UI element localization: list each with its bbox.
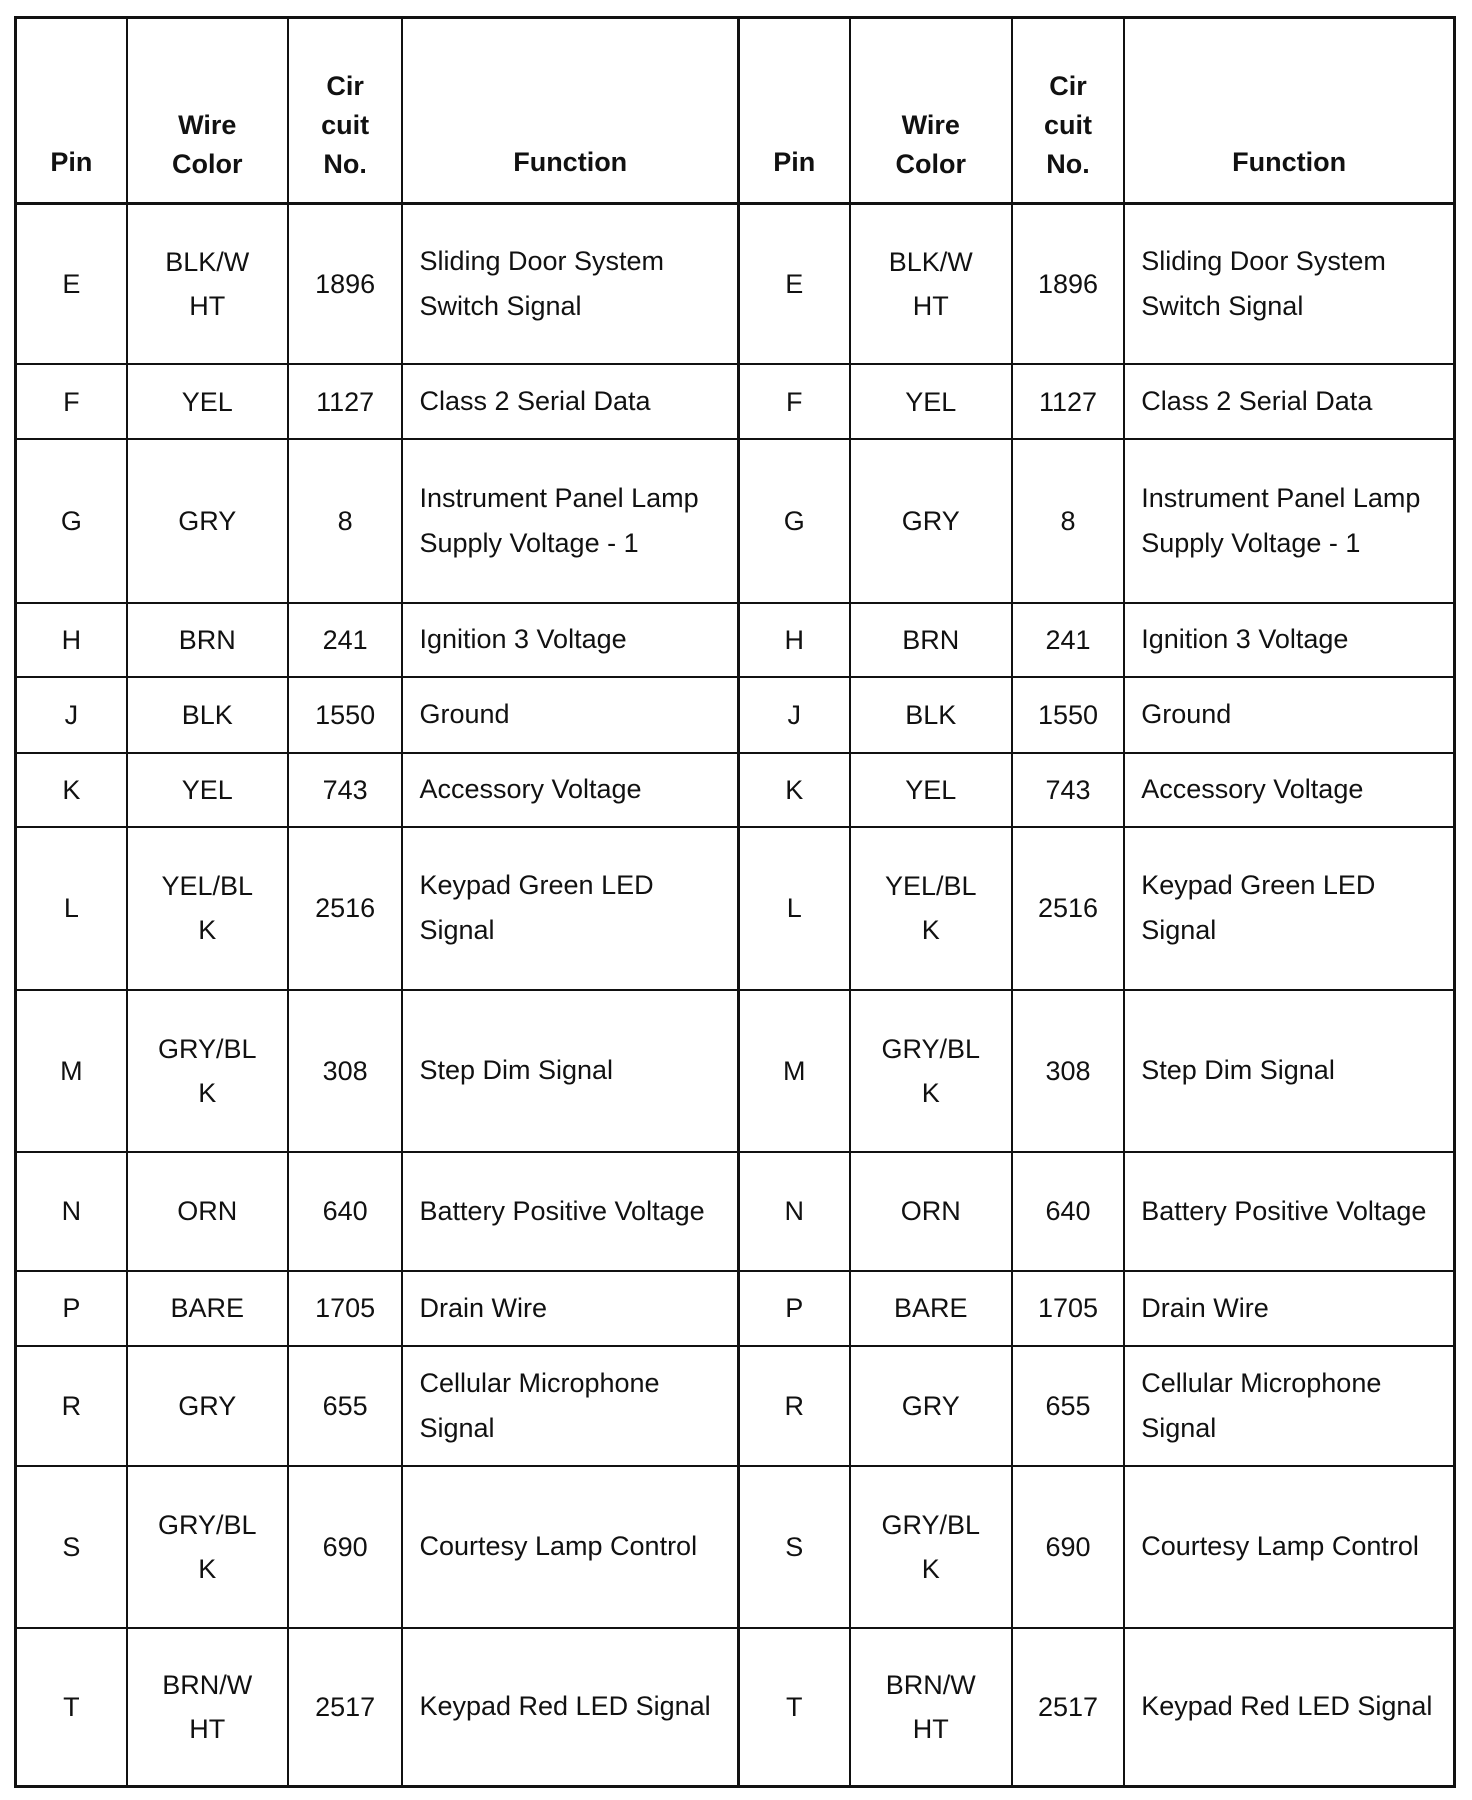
header-circuit-no-label: Cir cuit No. — [321, 71, 370, 179]
circuit-number-text: 8 — [1060, 505, 1076, 536]
circuit-number-cell — [288, 204, 403, 365]
function-text: Keypad Red LED Signal — [1141, 1691, 1433, 1722]
function-cell — [402, 204, 738, 365]
pin-cell — [16, 204, 127, 365]
wire-color-text: YEL/BLK — [161, 871, 254, 946]
wire-color-cell — [850, 1346, 1012, 1466]
header-circuit-no-label: Cir cuit No. — [1044, 71, 1093, 179]
pin-cell — [738, 753, 849, 827]
function-text: Accessory Voltage — [419, 774, 642, 805]
function-text: Step Dim Signal — [1141, 1055, 1335, 1086]
circuit-number-text: 655 — [1045, 1390, 1091, 1421]
pin-cell — [738, 204, 849, 365]
wire-color-cell — [850, 204, 1012, 365]
wire-color-cell — [850, 677, 1012, 752]
function-text: Courtesy Lamp Control — [1141, 1531, 1419, 1562]
circuit-number-text: 743 — [322, 774, 368, 805]
wire-color-text: BARE — [170, 1293, 244, 1324]
header-row — [16, 18, 1455, 204]
circuit-number-text: 1550 — [1038, 699, 1099, 730]
circuit-number-text: 1705 — [1038, 1293, 1099, 1324]
circuit-number-text: 2517 — [1038, 1691, 1099, 1722]
table-row — [16, 1346, 1455, 1466]
header-circuit-no — [288, 18, 403, 204]
pin-text: H — [784, 624, 805, 655]
pin-text: N — [784, 1196, 805, 1227]
table-row — [16, 1466, 1455, 1628]
pin-cell — [16, 1152, 127, 1271]
function-cell — [1124, 753, 1454, 827]
wire-color-cell — [127, 1271, 288, 1346]
function-cell — [402, 1628, 738, 1787]
pin-text: F — [786, 386, 803, 417]
pin-text: P — [62, 1293, 81, 1324]
wire-color-cell — [127, 1628, 288, 1787]
circuit-number-cell — [1012, 603, 1124, 677]
header-pin: Pin — [738, 18, 849, 204]
wire-color-text: BRN/WHT — [162, 1669, 253, 1744]
function-text: Courtesy Lamp Control — [419, 1531, 698, 1562]
wire-color-text: BARE — [893, 1293, 968, 1324]
table-body — [16, 204, 1455, 1787]
wire-color-cell — [127, 677, 288, 752]
header-circuit-no — [1012, 18, 1124, 204]
pin-text: P — [785, 1293, 804, 1324]
wire-color-text: BRN — [902, 624, 960, 655]
table-row — [16, 1628, 1455, 1787]
pin-cell — [738, 439, 849, 603]
wire-color-text: GRY — [178, 505, 237, 536]
pin-text: J — [64, 699, 79, 730]
circuit-number-cell — [1012, 1346, 1124, 1466]
wire-color-text: GRY — [901, 505, 960, 536]
wire-color-text: YEL — [905, 774, 957, 805]
pin-text: G — [783, 505, 805, 536]
pin-text: L — [63, 893, 79, 924]
circuit-number-cell — [1012, 1628, 1124, 1787]
wire-color-text: YEL — [181, 386, 233, 417]
wire-color-text: YEL — [181, 774, 233, 805]
function-text: Battery Positive Voltage — [1141, 1195, 1427, 1226]
pin-text: R — [61, 1390, 82, 1421]
wire-color-cell — [850, 827, 1012, 990]
wire-color-cell — [127, 1152, 288, 1271]
wire-color-text: GRY/BLK — [881, 1509, 981, 1584]
function-text: Ignition 3 Voltage — [419, 624, 627, 655]
table-row — [16, 1152, 1455, 1271]
pin-cell — [738, 677, 849, 752]
circuit-number-cell — [288, 364, 403, 438]
circuit-number-text: 2516 — [1038, 893, 1099, 924]
pin-text: T — [63, 1691, 80, 1722]
circuit-number-cell — [1012, 1152, 1124, 1271]
wire-color-cell — [127, 364, 288, 438]
pin-text: G — [60, 505, 82, 536]
wire-color-cell — [850, 1271, 1012, 1346]
table-row — [16, 439, 1455, 603]
pin-text: J — [787, 699, 802, 730]
circuit-number-cell — [1012, 1271, 1124, 1346]
pin-cell — [16, 677, 127, 752]
function-text: Ground — [1141, 699, 1232, 730]
table-row — [16, 677, 1455, 752]
function-text: Class 2 Serial Data — [1141, 386, 1373, 417]
wire-color-cell — [850, 603, 1012, 677]
pin-cell — [738, 1271, 849, 1346]
wire-color-cell — [850, 439, 1012, 603]
table-row — [16, 1271, 1455, 1346]
circuit-number-cell — [288, 1271, 403, 1346]
function-text: Ignition 3 Voltage — [1141, 624, 1349, 655]
pin-cell — [738, 827, 849, 990]
pin-cell — [738, 603, 849, 677]
function-cell — [402, 677, 738, 752]
circuit-number-text: 2517 — [315, 1691, 376, 1722]
wire-color-cell — [127, 204, 288, 365]
function-text: Accessory Voltage — [1141, 774, 1364, 805]
circuit-number-cell — [288, 1152, 403, 1271]
circuit-number-cell — [1012, 364, 1124, 438]
function-cell — [402, 439, 738, 603]
wire-color-text: BLK — [181, 699, 233, 730]
circuit-number-cell — [1012, 1466, 1124, 1628]
pin-text: M — [60, 1055, 83, 1086]
pin-cell — [16, 439, 127, 603]
function-cell — [1124, 439, 1454, 603]
pin-cell — [16, 827, 127, 990]
function-cell — [1124, 990, 1454, 1152]
circuit-number-cell — [1012, 990, 1124, 1152]
pin-text: L — [786, 893, 802, 924]
pin-cell — [738, 1152, 849, 1271]
pin-cell — [16, 364, 127, 438]
wire-color-cell — [850, 1152, 1012, 1271]
function-text: Cellular Microphone Signal — [419, 1367, 660, 1443]
pin-cell — [738, 1466, 849, 1628]
pin-text: K — [62, 774, 81, 805]
circuit-number-cell — [288, 827, 403, 990]
header-wire-color — [850, 18, 1012, 204]
table-row — [16, 603, 1455, 677]
pin-text: E — [62, 269, 81, 300]
circuit-number-cell — [1012, 204, 1124, 365]
circuit-number-cell — [288, 439, 403, 603]
function-cell — [1124, 677, 1454, 752]
function-text: Sliding Door System Switch Signal — [1141, 246, 1386, 322]
circuit-number-text: 1896 — [315, 269, 376, 300]
pin-cell — [16, 1466, 127, 1628]
wire-color-text: GRY — [901, 1390, 960, 1421]
pin-text: K — [785, 774, 804, 805]
wire-color-cell — [850, 1466, 1012, 1628]
circuit-number-cell — [1012, 753, 1124, 827]
function-cell — [1124, 1152, 1454, 1271]
circuit-number-text: 1127 — [316, 386, 375, 417]
pin-text: R — [784, 1390, 805, 1421]
function-text: Step Dim Signal — [419, 1055, 614, 1086]
wire-color-cell — [850, 1628, 1012, 1787]
function-text: Battery Positive Voltage — [419, 1195, 705, 1226]
pin-cell — [16, 1271, 127, 1346]
function-cell — [1124, 827, 1454, 990]
pin-cell — [16, 1628, 127, 1787]
circuit-number-cell — [288, 603, 403, 677]
function-cell — [402, 1466, 738, 1628]
pin-cell — [738, 364, 849, 438]
circuit-number-text: 690 — [322, 1531, 368, 1562]
wire-color-cell — [850, 364, 1012, 438]
circuit-number-text: 640 — [322, 1196, 368, 1227]
circuit-number-text: 308 — [322, 1055, 368, 1086]
table-row — [16, 364, 1455, 438]
header-function: Function — [402, 18, 738, 204]
wire-color-text: GRY/BLK — [157, 1033, 257, 1108]
wire-color-cell — [127, 603, 288, 677]
circuit-number-text: 241 — [322, 624, 368, 655]
table-row — [16, 753, 1455, 827]
pin-text: T — [786, 1691, 803, 1722]
wire-color-text: BLK/WHT — [888, 247, 973, 322]
wire-color-text: GRY/BLK — [157, 1509, 257, 1584]
circuit-number-cell — [288, 753, 403, 827]
function-cell — [402, 1346, 738, 1466]
pin-text: H — [61, 624, 82, 655]
function-cell — [402, 1152, 738, 1271]
connector-pinout-table-container — [14, 16, 1456, 1788]
wire-color-cell — [127, 1466, 288, 1628]
pin-text: M — [783, 1055, 806, 1086]
function-text: Instrument Panel Lamp Supply Voltage - 1 — [419, 482, 699, 558]
pin-cell — [16, 753, 127, 827]
circuit-number-text: 241 — [1045, 624, 1091, 655]
pin-cell — [16, 603, 127, 677]
wire-color-text: BRN — [178, 624, 236, 655]
function-cell — [402, 827, 738, 990]
circuit-number-cell — [1012, 827, 1124, 990]
wire-color-cell — [127, 1346, 288, 1466]
wire-color-text: GRY/BLK — [881, 1033, 981, 1108]
table-row — [16, 204, 1455, 365]
wire-color-text: YEL/BLK — [884, 871, 977, 946]
wire-color-cell — [850, 990, 1012, 1152]
circuit-number-cell — [288, 1628, 403, 1787]
wire-color-cell — [127, 753, 288, 827]
function-cell — [1124, 1271, 1454, 1346]
function-cell — [1124, 1346, 1454, 1466]
circuit-number-text: 655 — [322, 1390, 368, 1421]
header-function: Function — [1124, 18, 1454, 204]
wire-color-text: BRN/WHT — [885, 1669, 976, 1744]
header-wire-color-label: Wire Color — [171, 110, 243, 179]
function-text: Drain Wire — [1141, 1292, 1269, 1323]
pin-text: S — [62, 1531, 81, 1562]
table-row — [16, 990, 1455, 1152]
circuit-number-text: 8 — [337, 505, 353, 536]
circuit-number-text: 1550 — [315, 699, 376, 730]
pin-text: F — [63, 386, 80, 417]
function-text: Drain Wire — [419, 1292, 547, 1323]
function-cell — [402, 364, 738, 438]
connector-pinout-table — [14, 16, 1456, 1788]
wire-color-text: BLK — [905, 699, 957, 730]
wire-color-cell — [850, 753, 1012, 827]
wire-color-text: YEL — [905, 386, 957, 417]
function-cell — [402, 990, 738, 1152]
circuit-number-text: 1127 — [1039, 386, 1098, 417]
function-text: Instrument Panel Lamp Supply Voltage - 1 — [1141, 482, 1421, 558]
circuit-number-cell — [288, 1346, 403, 1466]
function-cell — [1124, 364, 1454, 438]
pin-cell — [16, 1346, 127, 1466]
function-cell — [1124, 1628, 1454, 1787]
function-text: Cellular Microphone Signal — [1141, 1367, 1382, 1443]
function-cell — [1124, 204, 1454, 365]
function-text: Sliding Door System Switch Signal — [419, 246, 665, 322]
wire-color-cell — [127, 990, 288, 1152]
pin-text: N — [61, 1196, 82, 1227]
header-wire-color-label: Wire Color — [895, 110, 966, 179]
pin-text: E — [785, 269, 804, 300]
pin-text: S — [785, 1531, 804, 1562]
circuit-number-text: 690 — [1045, 1531, 1091, 1562]
wire-color-cell — [127, 439, 288, 603]
pin-cell — [16, 990, 127, 1152]
circuit-number-cell — [1012, 439, 1124, 603]
function-cell — [402, 753, 738, 827]
circuit-number-text: 1705 — [315, 1293, 376, 1324]
circuit-number-text: 308 — [1045, 1055, 1091, 1086]
wire-color-text: ORN — [900, 1196, 961, 1227]
function-cell — [1124, 603, 1454, 677]
circuit-number-text: 1896 — [1038, 269, 1099, 300]
circuit-number-cell — [1012, 677, 1124, 752]
wire-color-cell — [127, 827, 288, 990]
circuit-number-cell — [288, 1466, 403, 1628]
header-wire-color — [127, 18, 288, 204]
function-text: Class 2 Serial Data — [419, 386, 651, 417]
pin-cell — [738, 990, 849, 1152]
header-pin: Pin — [16, 18, 127, 204]
wire-color-text: BLK/WHT — [165, 247, 250, 322]
circuit-number-text: 2516 — [315, 893, 376, 924]
circuit-number-cell — [288, 990, 403, 1152]
function-text: Keypad Red LED Signal — [419, 1691, 711, 1722]
function-text: Ground — [419, 699, 510, 730]
pin-cell — [738, 1628, 849, 1787]
function-text: Keypad Green LED Signal — [419, 870, 654, 946]
function-cell — [402, 1271, 738, 1346]
circuit-number-text: 743 — [1045, 774, 1091, 805]
circuit-number-text: 640 — [1045, 1196, 1091, 1227]
pin-cell — [738, 1346, 849, 1466]
function-cell — [402, 603, 738, 677]
table-row — [16, 827, 1455, 990]
circuit-number-cell — [288, 677, 403, 752]
function-cell — [1124, 1466, 1454, 1628]
wire-color-text: ORN — [177, 1196, 238, 1227]
function-text: Keypad Green LED Signal — [1141, 870, 1376, 946]
wire-color-text: GRY — [178, 1390, 237, 1421]
